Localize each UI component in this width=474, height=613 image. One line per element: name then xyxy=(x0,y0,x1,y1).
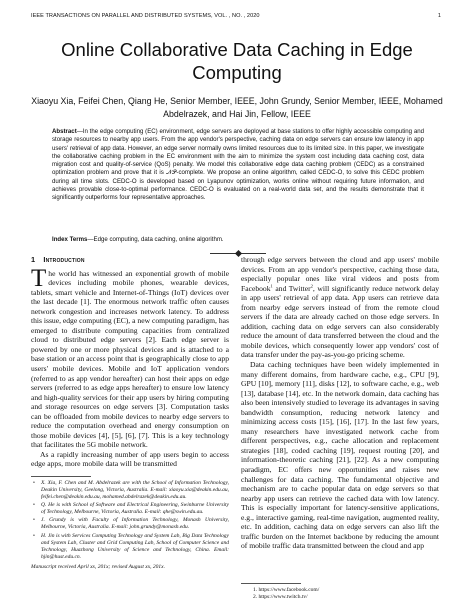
right-paragraph-1-text-b: and Twitter xyxy=(272,283,311,293)
affiliation-notes xyxy=(31,476,229,571)
abstract-text: —In the edge computing (EC) environment, edge servers are deployed at base stations to offer highly accessible computing and storage resources to nearby app users. From the app vendor's perspective, caching data on edge servers can ensure low latency in app users' retrieval of app data. However, an edge server normally owns limited resources due to its limited size. In this paper, we investigate the collaborative caching problem in the EC environment with the aim to minimize the system cost including data caching cost, data migration cost and quality-of-service (QoS) penalty. We model this collaborative edge data caching problem (CEDC) as a constrained optimization problem and prove that it is 𝒩𝒫-complete. We propose an online algorithm, called CEDC-O, to solve this CEDC problem during all time slots. CEDC-O is developed based on Lyapunov optimization, works online without requiring future information, and achieves provable close-to-optimal performance. CEDC-O is evaluated on a real-world data set, and the results demonstrate that it significantly outperforms four representative approaches. xyxy=(52,128,424,201)
authors-line-2: Abdelrazek, and Hai Jin, Fellow, IEEE xyxy=(163,109,311,119)
authors xyxy=(20,95,454,121)
journal-name: IEEE TRANSACTIONS ON PARALLEL AND DISTRIBUTED SYSTEMS, VOL. , NO. , 2020 xyxy=(31,13,260,19)
footnote-rule xyxy=(241,583,301,584)
index-terms-label: Index Terms xyxy=(52,236,88,243)
footnote-ref-1: 1 xyxy=(270,283,273,289)
footnote-ref-2: 2 xyxy=(310,283,313,289)
index-terms xyxy=(52,236,424,244)
affiliation-list xyxy=(31,480,229,562)
authors-line-1: Xiaoyu Xia, Feifei Chen, Qiang He, Senior Member, IEEE, John Grundy, Senior Member, IEEE, Mohamed xyxy=(31,96,443,106)
right-paragraph-2: Data caching techniques have been widely implemented in many different domains, from hardware cache, e.g., CPU [9], GPU [10], memory [11], disks [12], to software cache, e.g., web [13], database [14], etc. In the network domain, data caching has also been intensively studied to leverage its advantages in saving bandwidth consumption, reducing network latency and minimizing access costs [15], [16], [17]. In the last few years, many researchers have investigated network cache from different perspectives, e.g., cache allocation and replacement strategies [18], coded caching [19], request routing [20], and information-theoretic caching [21], [22]. As a new computing paradigm, EC offers new opportunities and raises new challenges for data caching. The fundamental objective and mechanism are to cache popular data on edge servers so that nearby app users can retrieve the cached data with low latency. This is especially important for latency-sensitive applications, e.g., interactive gaming, real-time navigation, augmented reality, etc. In addition, caching data on edge servers can also lift the traffic burden on the Internet backbone by reducing the amount of mobile traffic data transmitted between the cloud and app xyxy=(241,360,439,551)
section-heading xyxy=(31,255,229,265)
left-column xyxy=(31,255,229,469)
page-number: 1 xyxy=(437,13,441,19)
right-paragraph-1-text-c: , will significantly reduce network delay in app users' retrieval of app data. App users can retrieve data from nearby edge servers instead of from the remote cloud servers if the data are already cached on those edge servers. In addition, caching data on edge servers can also considerably reduce the amount of data transferred between the cloud and the mobile devices, which consequently lower app vendors' cost of data transfer under the pay-as-you-go pricing scheme. xyxy=(241,283,439,360)
abstract-label: Abstract xyxy=(52,128,77,135)
right-column xyxy=(241,255,439,551)
abstract xyxy=(52,128,424,202)
index-terms-text: —Edge computing, data caching, online algorithm. xyxy=(87,236,224,243)
intro-paragraph-1 xyxy=(31,264,229,450)
running-head xyxy=(31,13,441,22)
footnote-rule xyxy=(31,476,91,477)
right-paragraph-1 xyxy=(241,255,439,360)
section-number: 1 xyxy=(31,255,36,264)
right-paragraph-1-text-a: through edge servers between the cloud and app users' mobile devices. From an app vendor's perspective, caching those data, especially popular ones like viral videos and posts from Facebook xyxy=(241,255,439,293)
paper-title: Online Collaborative Data Caching in Edge Computing xyxy=(61,39,413,83)
intro-paragraph-2: As a rapidly increasing number of app users begin to access edge apps, more mobile data will be transmitted xyxy=(31,449,229,469)
section-title: Introduction xyxy=(43,255,85,264)
affiliation-item: • H. Jin is with Services Computing Technology and System Lab, Big Data Technology and System Lab, Cluster and Grid Computing Lab, School of Computer Science and Technology, Huazhong University of Science and Technology, China. Email: hjin@hust.edu.cn. xyxy=(41,533,229,561)
affiliation-item: • J. Grundy is with Faculty of Information Technology, Monash University, Melbourne, Victoria, Australia. E-mail: john.grundy@monash.edu. xyxy=(41,517,229,531)
url-footnotes xyxy=(241,583,439,601)
drop-cap: T xyxy=(31,264,47,292)
manuscript-dates: Manuscript received April xx, 201x; revised August xx, 201x. xyxy=(31,564,165,571)
footnote-twitch[interactable]: 2. https://www.twitch.tv/ xyxy=(253,593,308,600)
intro-paragraph-1-text: he world has witnessed an exponential growth of mobile devices including mobile phones, wearable devices, tablets, smart vehicle and Internet-of-Things (IoT) devices over the last decade [1]. The enormous network traffic often causes network congestion and increases network latency. To address this issue, edge computing (EC), a new computing paradigm, has emerged to distribute computing capacities from centralized cloud to distributed edge servers [2]. Each edge server is powered by one or more physical devices and is attached to a base station or an access point that is geographically close to app users' mobile devices. Mobile and IoT application vendors (referred to as app vendor hereafter) can host their apps on edge servers (referred to as edge apps hereafter) to ensure low latency and high-quality services for their app users by hiring computing and storage resources on edge servers [3]. Computation tasks can be offloaded from mobile devices to nearby edge servers to reduce the computation overhead and energy consumption on those mobile devices [4], [5], [6], [7]. This is a key technology that facilitates the 5G mobile network. xyxy=(31,268,229,450)
affiliation-item: • X. Xia, F. Chen and M. Abdelrazek are with the School of Information Technology, Deakin University, Geelong, Victoria, Australia. E-mail: xiaoyu.xia@deakin.edu.au, feifei.chen@deakin.edu.au, mohamed.abdelrazek@deakin.edu.au. xyxy=(41,480,229,501)
affiliation-item: • Q. He is with School of Software and Electrical Engineering, Swinburne University of Technology, Melbourne, Victoria, Australia. E-mail: qhe@swin.edu.au. xyxy=(41,502,229,516)
footnote-facebook[interactable]: 1. https://www.facebook.com/ xyxy=(253,586,320,593)
